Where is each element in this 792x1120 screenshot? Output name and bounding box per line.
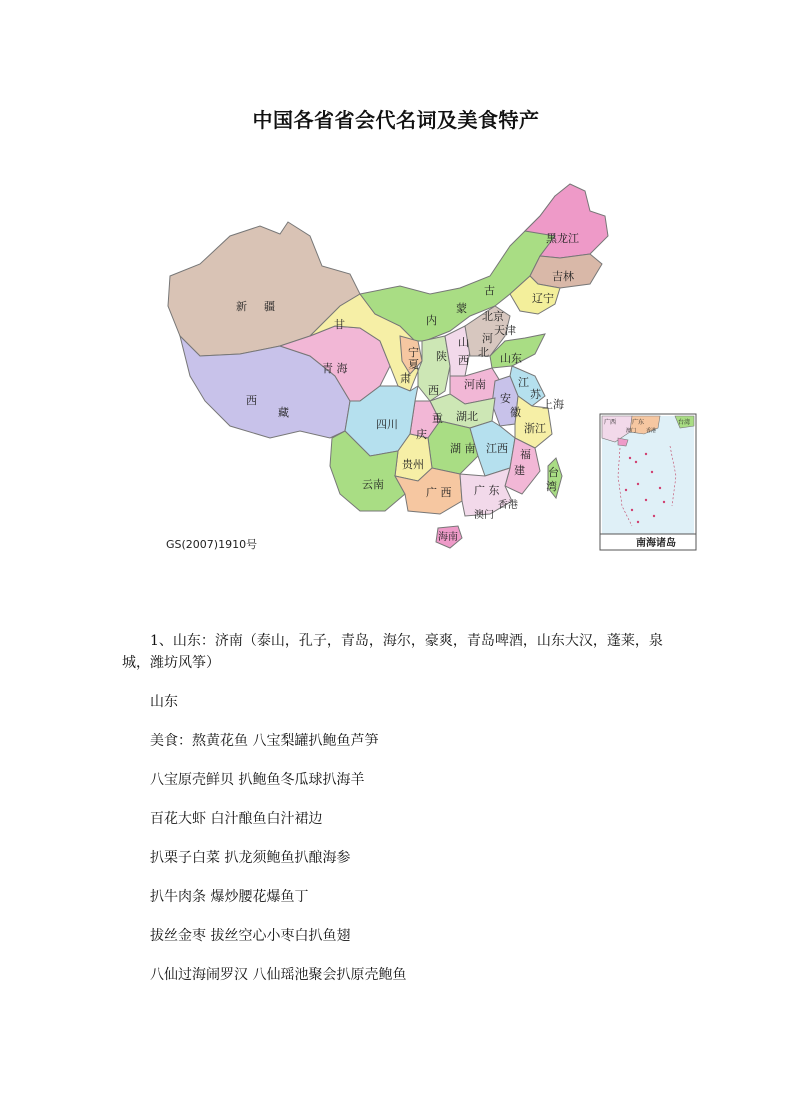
label-jilin: 吉林 bbox=[552, 270, 574, 283]
label-guangdong: 广 东 bbox=[474, 484, 500, 497]
label-liaoning: 辽宁 bbox=[532, 292, 554, 305]
label-henan: 河南 bbox=[464, 378, 486, 391]
label-xinjiang-2: 疆 bbox=[264, 300, 275, 313]
label-shaanxi-1: 陕 bbox=[436, 350, 447, 363]
label-taiwan-1: 台 bbox=[548, 466, 559, 479]
label-neimenggu-3: 古 bbox=[484, 284, 495, 297]
inset-label-0: 广西 bbox=[604, 419, 617, 426]
document-body bbox=[122, 630, 674, 986]
label-chongqing-2: 庆 bbox=[416, 428, 427, 441]
china-province-map bbox=[160, 176, 700, 556]
food-line-3: 百花大虾 白汁酿鱼白汁裙边 bbox=[150, 811, 323, 827]
label-xizang-2: 藏 bbox=[278, 406, 289, 419]
food-line-2: 八宝原壳鲜贝 扒鲍鱼冬瓜球扒海羊 bbox=[150, 772, 365, 788]
label-shanxi-1: 山 bbox=[458, 336, 469, 349]
label-neimenggu-1: 内 bbox=[426, 314, 437, 327]
label-shanxi-2: 西 bbox=[458, 354, 469, 367]
map-caption: GS(2007)1910号 bbox=[166, 538, 258, 551]
province-heading: 山东 bbox=[150, 694, 178, 710]
label-shaanxi-2: 西 bbox=[428, 384, 439, 397]
label-tianjin: 天津 bbox=[494, 324, 516, 337]
food-line-1: 美食：熬黄花鱼 八宝梨罐扒鲍鱼芦笋 bbox=[150, 733, 379, 749]
document-title: 中国各省省会代名词及美食特产 bbox=[252, 108, 540, 132]
label-jiangsu-2: 苏 bbox=[530, 388, 541, 401]
label-zhejiang: 浙江 bbox=[524, 422, 546, 435]
south-china-sea-inset bbox=[600, 414, 696, 550]
label-yunnan: 云南 bbox=[362, 478, 384, 491]
label-xizang-1: 西 bbox=[246, 394, 257, 407]
label-chongqing-1: 重 bbox=[432, 412, 443, 425]
food-line-7: 八仙过海闹罗汉 八仙瑶池聚会扒原壳鲍鱼 bbox=[150, 967, 407, 983]
label-fujian-2: 建 bbox=[514, 464, 525, 477]
inset-label-3: 香港 bbox=[646, 428, 657, 434]
label-qinghai: 青 海 bbox=[322, 362, 348, 375]
label-aomen: 澳门 bbox=[474, 510, 494, 521]
label-jiangsu-1: 江 bbox=[518, 376, 529, 389]
label-heilongjiang: 黑龙江 bbox=[546, 232, 579, 245]
label-neimenggu-2: 蒙 bbox=[456, 302, 467, 315]
inset-title: 南海诸岛 bbox=[636, 538, 676, 549]
label-sichuan: 四川 bbox=[376, 418, 398, 431]
label-xinjiang-1: 新 bbox=[236, 300, 247, 313]
label-xianggang: 香港 bbox=[498, 500, 518, 511]
label-gansu-2: 肃 bbox=[400, 372, 411, 385]
label-shandong: 山东 bbox=[500, 352, 522, 365]
label-guangxi: 广 西 bbox=[426, 486, 452, 499]
food-line-6: 拔丝金枣 拔丝空心小枣白扒鱼翅 bbox=[150, 928, 351, 944]
label-taiwan-2: 湾 bbox=[546, 480, 557, 493]
label-beijing: 北京 bbox=[482, 310, 504, 323]
label-hunan: 湖 南 bbox=[450, 442, 476, 455]
inset-label-2: 澳门 bbox=[626, 428, 637, 434]
label-shanghai: 上海 bbox=[542, 398, 564, 411]
label-fujian-1: 福 bbox=[520, 448, 531, 461]
label-gansu-1: 甘 bbox=[334, 318, 345, 331]
label-hebei-2: 北 bbox=[478, 346, 489, 359]
label-hubei: 湖北 bbox=[456, 410, 478, 423]
intro-paragraph: 1、山东：济南（泰山，孔子，青岛，海尔，豪爽，青岛啤酒，山东大汉，蓬莱，泉城，潍坊风筝） bbox=[122, 633, 663, 671]
label-ningxia-1: 宁 bbox=[408, 346, 419, 359]
label-jiangxi: 江西 bbox=[486, 442, 508, 455]
label-hebei-1: 河 bbox=[482, 332, 493, 345]
food-line-4: 扒栗子白菜 扒龙须鲍鱼扒酿海参 bbox=[150, 850, 351, 866]
label-anhui-1: 安 bbox=[500, 392, 511, 405]
food-line-5: 扒牛肉条 爆炒腰花爆鱼丁 bbox=[150, 889, 309, 905]
label-guizhou: 贵州 bbox=[402, 458, 424, 471]
label-ningxia-2: 夏 bbox=[408, 358, 419, 371]
inset-label-4: 台湾 bbox=[678, 419, 691, 426]
label-anhui-2: 徽 bbox=[510, 406, 521, 419]
label-hainan: 海南 bbox=[438, 532, 458, 543]
inset-label-1: 广东 bbox=[632, 419, 645, 426]
